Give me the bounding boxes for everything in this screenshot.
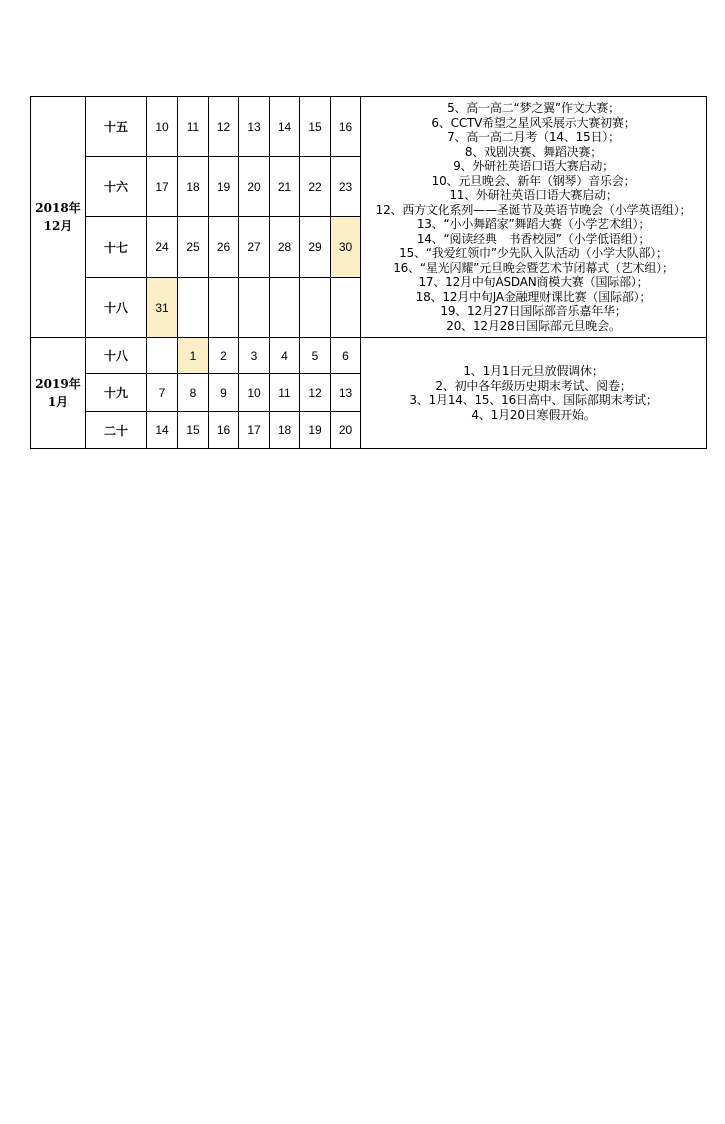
day-cell: 29 <box>300 217 331 278</box>
day-cell: 11 <box>270 374 300 412</box>
day-cell-highlighted: 1 <box>178 338 209 374</box>
note-item: 14、“阅读经典 书香校园”（小学低语组）； <box>416 231 651 246</box>
note-item: 2、初中各年级历史期末考试、阅卷； <box>435 378 632 393</box>
day-cell-highlighted: 31 <box>147 278 178 338</box>
day-cell <box>300 278 331 338</box>
note-item: 20、12月28日国际部元旦晚会。 <box>446 318 621 333</box>
note-item: 11、外研社英语口语大赛启动； <box>449 188 618 202</box>
note-item: 10、元旦晚会、新年（钢琴）音乐会； <box>431 173 636 188</box>
note-item: 19、12月27日国际部音乐嘉年华； <box>440 304 627 318</box>
day-cell: 8 <box>178 374 209 412</box>
note-item: 5、高一高二“梦之翼”作文大赛； <box>447 101 620 115</box>
note-item: 8、戏剧决赛、舞蹈决赛； <box>464 144 603 159</box>
note-item: 16、“星光闪耀”元旦晚会暨艺术节闭幕式（艺术组）； <box>393 260 674 275</box>
note-item: 17、12月中旬ASDAN商模大赛（国际部）； <box>418 275 649 289</box>
day-cell: 20 <box>331 412 361 449</box>
day-cell: 2 <box>209 338 239 374</box>
day-cell: 15 <box>178 412 209 449</box>
note-item: 9、外研社英语口语大赛启动； <box>453 159 614 173</box>
day-cell: 13 <box>331 374 361 412</box>
day-cell <box>147 338 178 374</box>
year-text: 2018年 <box>35 201 81 215</box>
day-cell: 7 <box>147 374 178 412</box>
note-item: 12、西方文化系列——圣诞节及英语节晚会（小学英语组）； <box>375 202 692 217</box>
day-cell: 27 <box>239 217 270 278</box>
day-cell: 17 <box>147 157 178 217</box>
day-cell <box>209 278 239 338</box>
day-cell: 12 <box>300 374 331 412</box>
day-cell: 15 <box>300 97 331 157</box>
month-label-dec <box>31 97 86 338</box>
day-cell: 10 <box>239 374 270 412</box>
note-item: 7、高一高二月考（14、15日）； <box>447 130 620 144</box>
month-text: 1月 <box>47 395 69 409</box>
note-item: 18、12月中旬JA金融理财课比赛（国际部）； <box>415 289 652 304</box>
month-text: 12月 <box>43 219 73 233</box>
day-cell: 14 <box>270 97 300 157</box>
table-row <box>31 97 707 157</box>
day-cell: 18 <box>178 157 209 217</box>
note-item: 1、1月1日元旦放假调休； <box>463 364 604 378</box>
week-number: 十八 <box>86 338 147 374</box>
day-cell: 28 <box>270 217 300 278</box>
day-cell: 23 <box>331 157 361 217</box>
week-number: 十八 <box>86 278 147 338</box>
day-cell: 19 <box>300 412 331 449</box>
day-cell: 18 <box>270 412 300 449</box>
day-cell: 25 <box>178 217 209 278</box>
note-item: 4、1月20日寒假开始。 <box>471 407 596 422</box>
day-cell: 10 <box>147 97 178 157</box>
month-label-jan <box>31 338 86 449</box>
day-cell: 6 <box>331 338 361 374</box>
day-cell: 21 <box>270 157 300 217</box>
day-cell: 12 <box>209 97 239 157</box>
notes-jan <box>361 338 707 449</box>
day-cell: 26 <box>209 217 239 278</box>
day-cell: 16 <box>209 412 239 449</box>
day-cell: 9 <box>209 374 239 412</box>
calendar-table <box>30 96 707 449</box>
week-number: 十六 <box>86 157 147 217</box>
day-cell: 3 <box>239 338 270 374</box>
day-cell: 14 <box>147 412 178 449</box>
day-cell-highlighted: 30 <box>331 217 361 278</box>
day-cell: 4 <box>270 338 300 374</box>
day-cell <box>331 278 361 338</box>
day-cell: 11 <box>178 97 209 157</box>
day-cell <box>178 278 209 338</box>
note-item: 6、CCTV希望之星风采展示大赛初赛； <box>431 115 636 130</box>
day-cell: 20 <box>239 157 270 217</box>
year-text: 2019年 <box>35 377 81 391</box>
note-item: 13、“小小舞蹈家”舞蹈大赛（小学艺术组）； <box>416 217 651 231</box>
note-item: 15、“我爱红领巾”少先队入队活动（小学大队部）； <box>399 246 668 260</box>
day-cell: 16 <box>331 97 361 157</box>
day-cell: 17 <box>239 412 270 449</box>
week-number: 二十 <box>86 412 147 449</box>
day-cell <box>239 278 270 338</box>
day-cell: 22 <box>300 157 331 217</box>
day-cell <box>270 278 300 338</box>
notes-dec <box>361 97 707 338</box>
week-number: 十九 <box>86 374 147 412</box>
day-cell: 13 <box>239 97 270 157</box>
day-cell: 19 <box>209 157 239 217</box>
note-item: 3、1月14、15、16日高中、国际部期末考试； <box>409 393 658 407</box>
day-cell: 5 <box>300 338 331 374</box>
day-cell: 24 <box>147 217 178 278</box>
week-number: 十七 <box>86 217 147 278</box>
week-number: 十五 <box>86 97 147 157</box>
table-row <box>31 338 707 374</box>
